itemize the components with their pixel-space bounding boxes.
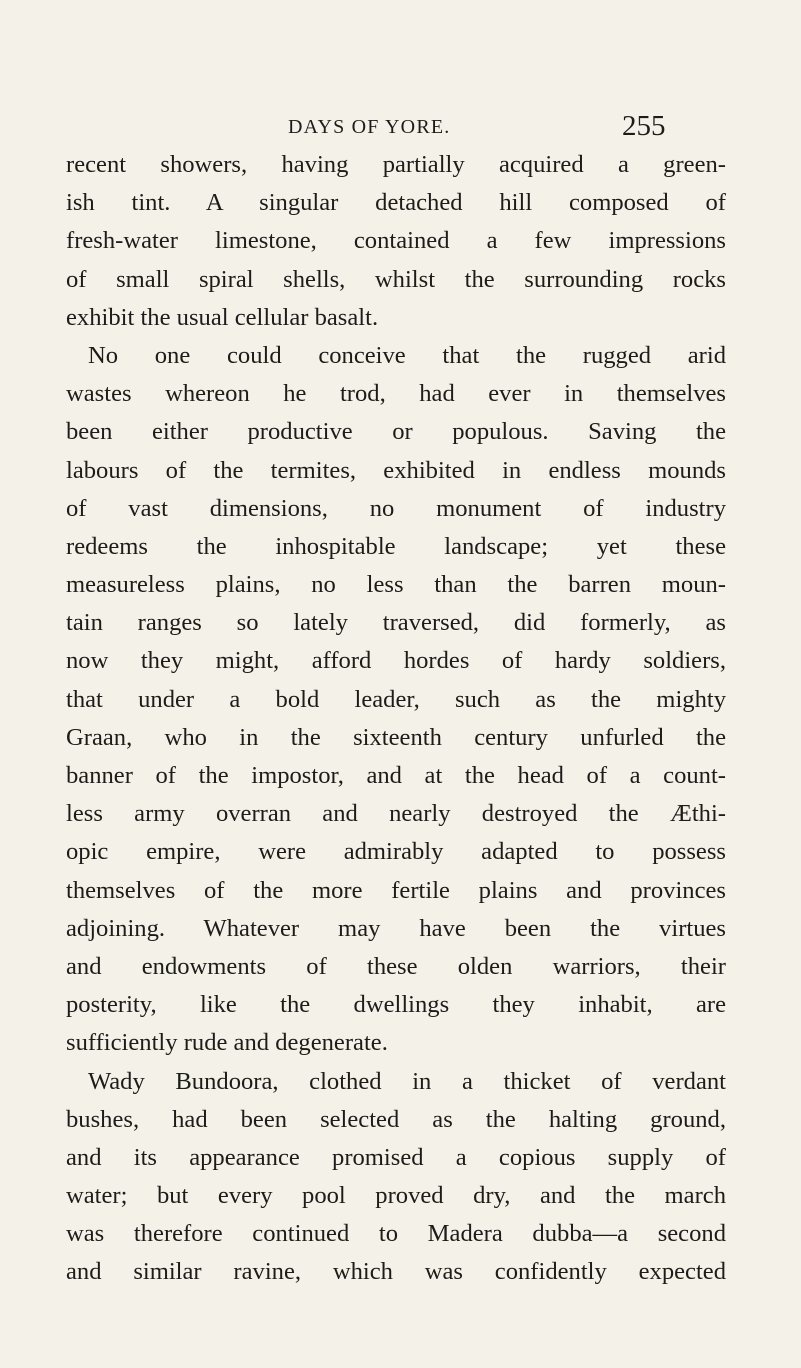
text-line: themselves of the more fertile plains and provinces	[66, 876, 726, 904]
text-line: been either productive or populous. Saving the	[66, 418, 726, 446]
page-number: 255	[622, 110, 666, 142]
text-line: was therefore continued to Madera dubba—a second	[66, 1220, 726, 1248]
text-line: less army overran and nearly destroyed the Æthi-	[66, 800, 726, 828]
text-line: ish tint. A singular detached hill composed of	[66, 189, 726, 217]
text-line: wastes whereon he trod, had ever in themselves	[66, 380, 726, 408]
text-line: tain ranges so lately traversed, did formerly, as	[66, 609, 726, 637]
body-text	[66, 146, 726, 1292]
text-line: and its appearance promised a copious supply of	[66, 1143, 726, 1171]
text-line: adjoining. Whatever may have been the virtues	[66, 914, 726, 942]
text-line: No one could conceive that the rugged arid	[88, 341, 726, 369]
text-line: exhibit the usual cellular basalt.	[66, 303, 379, 331]
text-line: and similar ravine, which was confidently expected	[66, 1258, 726, 1286]
text-line: Wady Bundoora, clothed in a thicket of verdant	[88, 1067, 726, 1095]
text-line: Graan, who in the sixteenth century unfurled the	[66, 723, 726, 751]
text-line: that under a bold leader, such as the mighty	[66, 685, 726, 713]
text-line: banner of the impostor, and at the head of a count-	[66, 762, 726, 789]
running-head	[0, 110, 801, 150]
text-line: redeems the inhospitable landscape; yet these	[66, 532, 726, 560]
text-line: labours of the termites, exhibited in endless mounds	[66, 456, 726, 484]
text-line: opic empire, were admirably adapted to possess	[66, 838, 726, 866]
text-line: recent showers, having partially acquired a green-	[66, 151, 726, 178]
text-line: fresh-water limestone, contained a few impressions	[66, 227, 726, 255]
text-line: sufficiently rude and degenerate.	[66, 1029, 388, 1057]
running-title: DAYS OF YORE.	[288, 116, 451, 138]
text-line: of small spiral shells, whilst the surrounding rocks	[66, 265, 726, 293]
text-line: water; but every pool proved dry, and the march	[66, 1182, 726, 1210]
text-line: measureless plains, no less than the barren moun-	[66, 571, 726, 599]
text-line: and endowments of these olden warriors, their	[66, 952, 726, 980]
text-line: posterity, like the dwellings they inhabit, are	[66, 991, 726, 1019]
text-line: of vast dimensions, no monument of industry	[66, 494, 726, 522]
text-line: now they might, afford hordes of hardy soldiers,	[66, 647, 726, 675]
text-line: bushes, had been selected as the halting ground,	[66, 1105, 726, 1133]
